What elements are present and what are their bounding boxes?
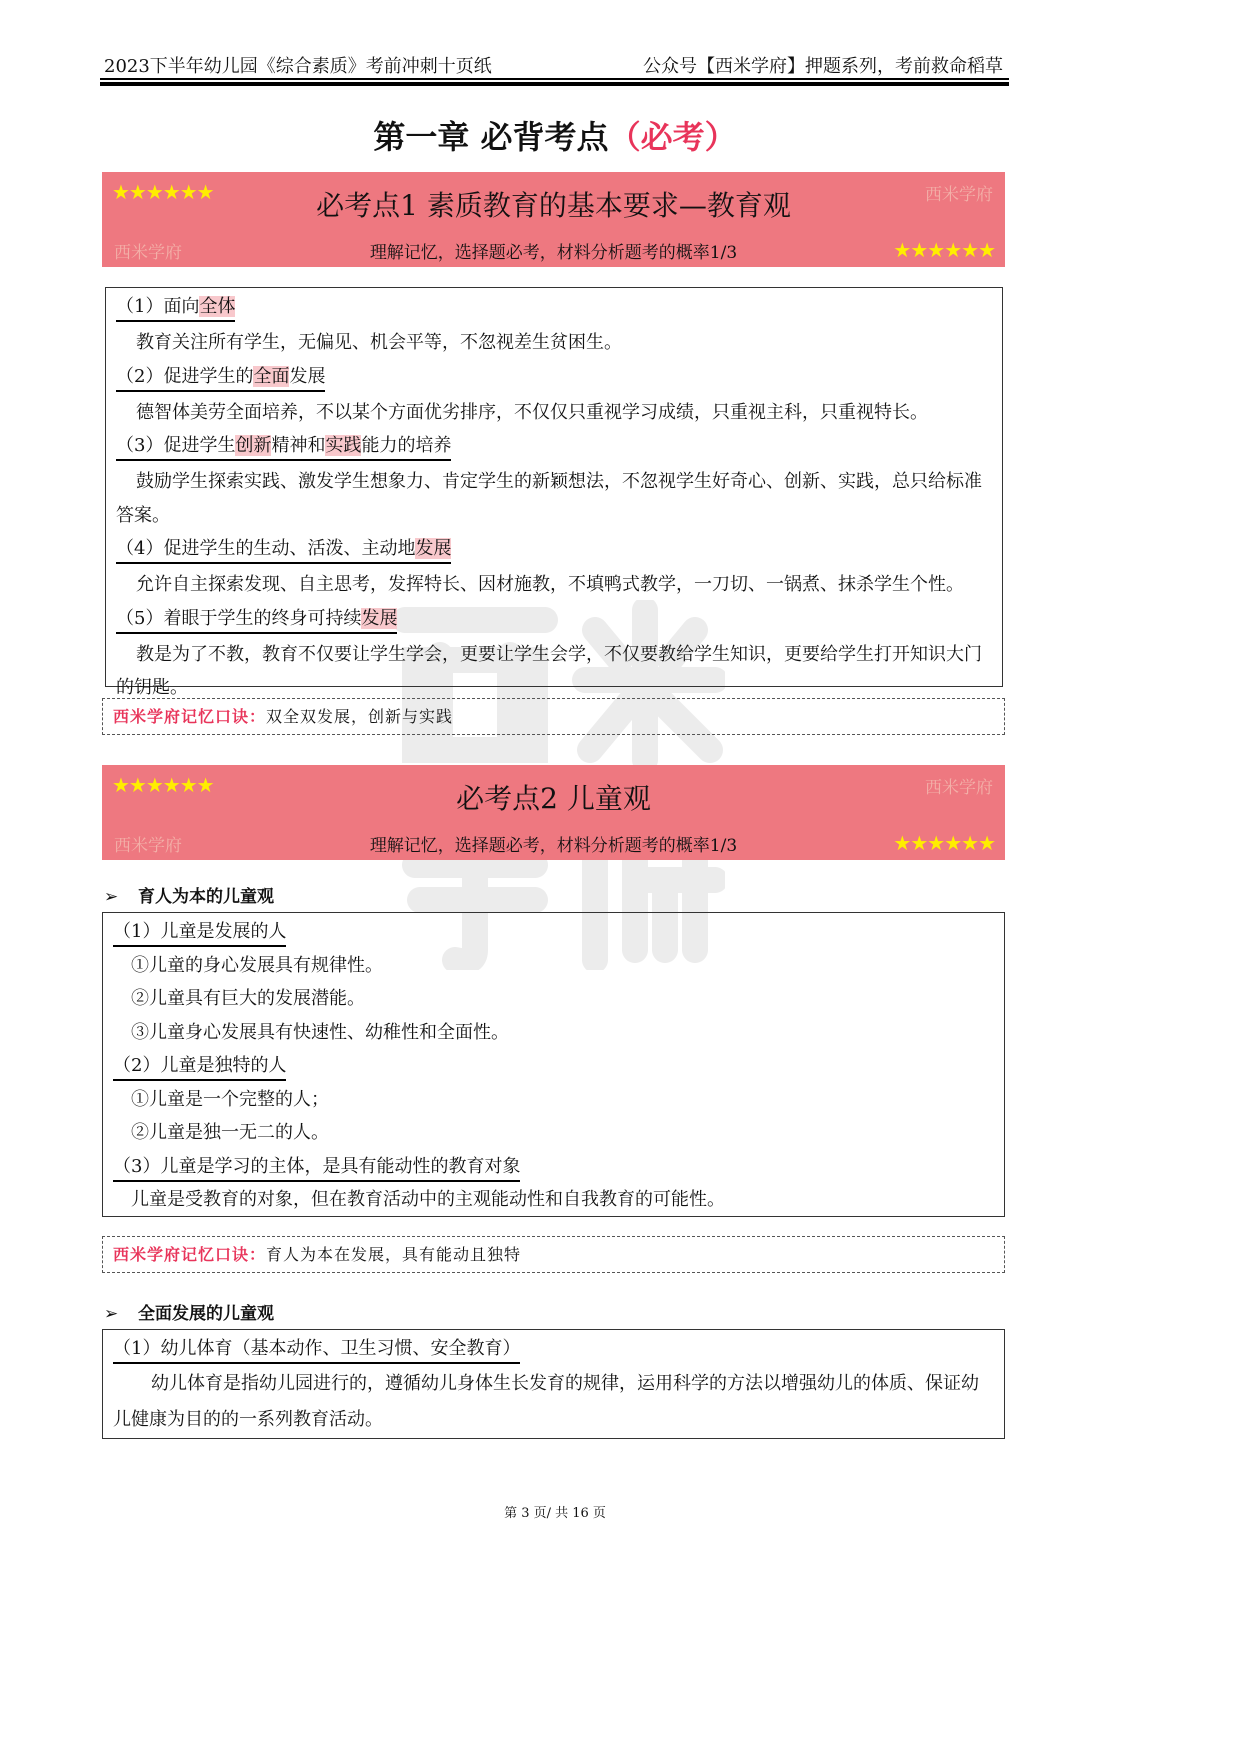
item-text: 教是为了不教，教育不仅要让学生学会，更要让学生会学，不仅要教给学生知识，更要给学生打开知识大门的钥匙。 [116, 643, 982, 698]
mnemonic-text: 育人为本在发展，具有能动且独特 [266, 1245, 522, 1264]
heading-text: 能力的培养 [361, 435, 452, 456]
highlight: 发展 [361, 607, 398, 629]
item-text: 幼儿体育是指幼儿园进行的，遵循幼儿身体生长发育的规律，运用科学的方法以增强幼儿的体质、保证幼儿健康为目的的一系列教育活动。 [113, 1372, 979, 1430]
section2-content [102, 1329, 1005, 1439]
item-text: 允许自主探索发现、自主思考，发挥特长、因材施教，不填鸭式教学，一刀切、一锅煮、抹杀学生个性。 [136, 574, 964, 595]
item-heading: （3）儿童是学习的主体，是具有能动性的教育对象 [113, 1154, 520, 1182]
section1-content [102, 912, 1005, 1217]
heading-text: 发展 [289, 365, 326, 387]
highlight: 发展 [415, 538, 452, 559]
arrow-icon: ➢ [104, 887, 119, 907]
highlight: 创新 [235, 435, 272, 456]
item-heading: （2）儿童是独特的人 [113, 1053, 286, 1081]
point2-banner [102, 765, 1005, 860]
heading-text: （5）着眼于学生的终身可持续 [116, 607, 362, 629]
item-heading: （1）幼儿体育（基本动作、卫生习惯、安全教育） [113, 1336, 520, 1364]
item-text: 教育关注所有学生，无偏见、机会平等，不忽视差生贫困生。 [136, 332, 622, 353]
mnemonic-label: 西米学府记忆口诀： [113, 1245, 267, 1264]
chapter-title [0, 112, 1110, 158]
banner-watermark: 西米学府 [114, 836, 182, 856]
item-heading [116, 294, 235, 322]
highlight: 全面 [253, 365, 290, 387]
heading-text: （3）促进学生 [116, 435, 236, 456]
point1-content [105, 287, 1003, 698]
item-text: 儿童是受教育的对象，但在教育活动中的主观能动性和自我教育的可能性。 [131, 1189, 725, 1210]
mnemonic-box [102, 1236, 1005, 1273]
section-heading [104, 1299, 274, 1324]
point2-subtitle: 理解记忆，选择题必考，材料分析题考的概率1/3 [369, 836, 738, 856]
header-rule [100, 78, 1009, 80]
highlight: 实践 [325, 435, 362, 456]
item-text: 鼓励学生探索实践、激发学生想象力、肯定学生的新颖想法，不忽视学生好奇心、创新、实践，总只给标准答案。 [116, 471, 982, 526]
item-text: ①儿童是一个完整的人； [131, 1088, 329, 1110]
item-text: 德智体美劳全面培养，不以某个方面优劣排序，不仅仅只重视学习成绩，只重视主科，只重视特长。 [136, 401, 928, 423]
star-rating: ★★★★★★ [893, 238, 995, 262]
heading-text: 精神和 [271, 435, 326, 456]
item-heading [116, 433, 451, 461]
point2-title: 必考点2 儿童观 [456, 782, 651, 815]
banner-watermark: 西米学府 [925, 778, 993, 798]
star-rating: ★★★★★★ [112, 773, 214, 797]
point1-banner [102, 172, 1005, 267]
banner-watermark: 西米学府 [925, 185, 993, 205]
item-text: ②儿童是独一无二的人。 [131, 1122, 329, 1143]
chapter-tag: （必考） [608, 118, 737, 156]
chapter-title-text: 第一章 必背考点 [373, 118, 609, 156]
arrow-icon: ➢ [104, 1304, 119, 1324]
star-rating: ★★★★★★ [112, 180, 214, 204]
heading-text: （2）促进学生的 [116, 365, 254, 387]
mnemonic-text: 双全双发展，创新与实践 [266, 707, 454, 726]
item-text: ③儿童身心发展具有快速性、幼稚性和全面性。 [131, 1021, 509, 1043]
item-heading [116, 536, 451, 564]
item-text: ②儿童具有巨大的发展潜能。 [131, 988, 365, 1009]
section-heading [104, 882, 274, 907]
heading-text: （1）面向 [116, 296, 200, 317]
item-heading: （1）儿童是发展的人 [113, 919, 286, 947]
item-text: ①儿童的身心发展具有规律性。 [131, 954, 383, 976]
point1-subtitle: 理解记忆，选择题必考，材料分析题考的概率1/3 [369, 243, 738, 263]
section-title: 全面发展的儿童观 [138, 1304, 274, 1324]
section-title: 育人为本的儿童观 [138, 887, 274, 907]
item-heading [116, 364, 325, 392]
highlight: 全体 [199, 296, 236, 317]
item-heading [116, 606, 397, 634]
point1-title: 必考点1 素质教育的基本要求—教育观 [316, 189, 791, 222]
header-left: 2023下半年幼儿园《综合素质》考前冲刺十页纸 [104, 56, 492, 77]
header-right: 公众号【西米学府】押题系列，考前救命稻草 [643, 56, 1003, 77]
mnemonic-label: 西米学府记忆口诀： [113, 707, 267, 726]
header-rule-thick [100, 82, 1009, 86]
mnemonic-box [102, 698, 1005, 735]
banner-watermark: 西米学府 [114, 243, 182, 263]
page-number: 第 3 页/ 共 16 页 [504, 1506, 606, 1521]
heading-text: （4）促进学生的生动、活泼、主动地 [116, 538, 416, 559]
star-rating: ★★★★★★ [893, 831, 995, 855]
